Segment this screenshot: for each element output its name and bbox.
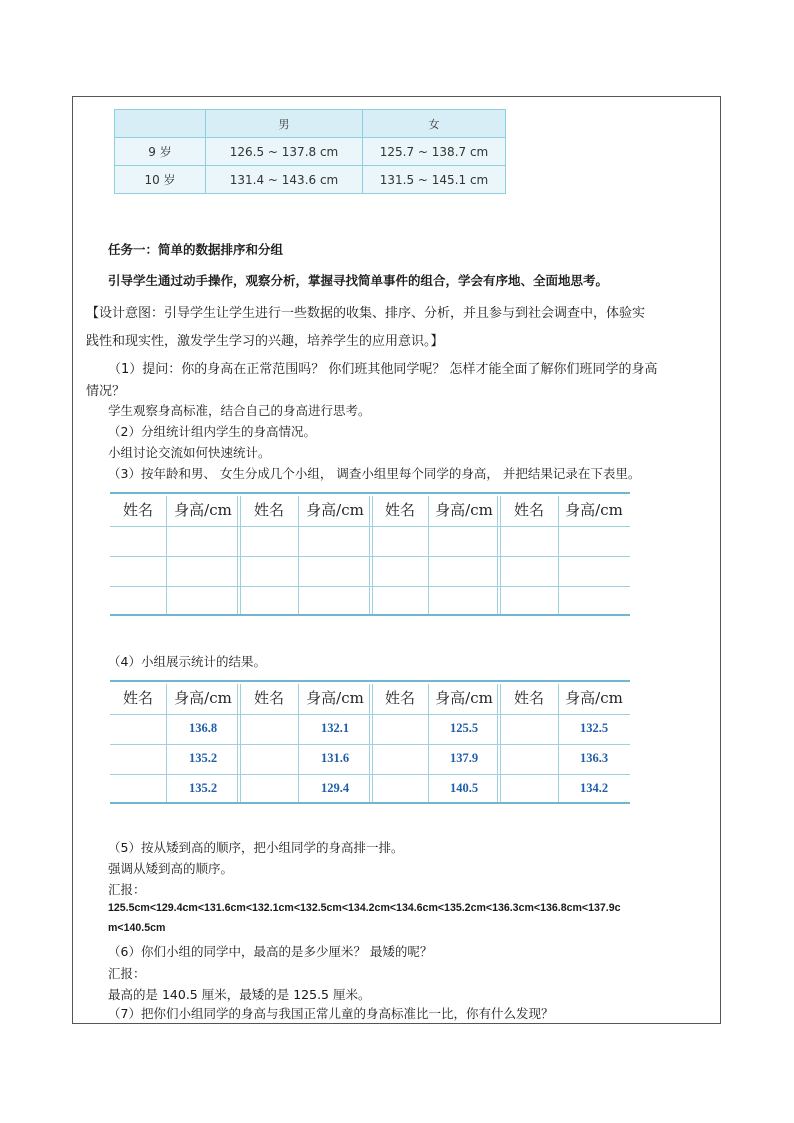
grid-header-cell: 身高/cm [174,501,232,519]
grid-header-cell: 姓名 [513,689,544,707]
grid-header-cell: 身高/cm [565,501,623,519]
grid-row-line [110,744,630,745]
empty-record-table [110,492,630,616]
question-6: （6）你们小组的同学中，最高的是多少厘米？ 最矮的呢？ [108,944,433,959]
grid-header-cell: 姓名 [253,501,284,519]
sorted-heights-line2: m<140.5cm [108,922,166,934]
observe-text: 学生观察身高标准，结合自己的身高进行思考。 [108,403,371,418]
grid-header-cell: 身高/cm [435,501,493,519]
grid-header-cell: 身高/cm [306,501,364,519]
height-value: 135.2 [188,781,218,795]
grid-header-cell: 身高/cm [306,689,364,707]
height-value: 140.5 [449,781,479,795]
height-value: 125.5 [449,721,479,735]
grid-header-cell: 身高/cm [565,689,623,707]
question-4: （4）小组展示统计的结果。 [108,654,266,669]
table-cell: 131.4 ~ 143.6 cm [206,166,363,194]
report-label-1: 汇报： [108,882,146,897]
height-value: 136.8 [188,721,218,735]
grid-header-cell: 姓名 [122,689,153,707]
question-1-line2: 情况？ [86,384,126,399]
table-row [115,138,506,166]
grid-header-cell: 姓名 [384,689,415,707]
height-value: 132.1 [320,721,350,735]
table-header-cell [115,110,206,138]
grid-header-cell: 姓名 [384,501,415,519]
grid-top-border [110,680,630,682]
height-value: 135.2 [188,751,218,765]
table-cell: 9 岁 [115,138,206,166]
discuss-text: 小组讨论交流如何快速统计。 [108,445,271,460]
table-row [115,166,506,194]
grid-header-cell: 身高/cm [174,689,232,707]
grid-bottom-border [110,802,630,804]
height-value: 134.2 [579,781,609,795]
sorted-heights-line1: 125.5cm<129.4cm<131.6cm<132.1cm<132.5cm<134.2cm<134.6cm<135.2cm<136.3cm<136.8cm<137.9c [108,902,621,914]
table-cell: 131.5 ~ 145.1 cm [363,166,506,194]
question-7: （7）把你们小组同学的身高与我国正常儿童的身高标准比一比，你有什么发现？ [108,1006,554,1021]
grid-row-line [110,586,630,587]
guide-text: 引导学生通过动手操作，观察分析，掌握寻找简单事件的组合，学会有序地、全面地思考。 [108,273,609,288]
table-cell: 125.7 ~ 138.7 cm [363,138,506,166]
grid-header-cell: 姓名 [122,501,153,519]
results-record-table [110,680,630,804]
question-3: （3）按年龄和男、 女生分成几个小组， 调查小组里每个同学的身高， 并把结果记录在下表里。 [108,466,641,481]
grid-top-border [110,492,630,494]
grid-row-line [110,774,630,775]
grid-bottom-border [110,614,630,616]
grid-row-line [110,714,630,715]
height-value: 131.6 [320,751,350,765]
answer-6: 最高的是 140.5 厘米，最矮的是 125.5 厘米。 [108,987,371,1002]
table-cell: 10 岁 [115,166,206,194]
report-label-2: 汇报： [108,966,146,981]
height-value: 136.3 [579,751,609,765]
design-intent-line1: 【设计意图：引导学生让学生进行一些数据的收集、排序、分析，并且参与到社会调查中，体验实 [86,306,646,321]
height-standard-table [114,109,506,194]
height-value: 129.4 [320,781,350,795]
table-cell: 126.5 ~ 137.8 cm [206,138,363,166]
design-intent-line2: 践性和现实性，激发学生学习的兴趣，培养学生的应用意识。】 [86,334,444,349]
question-5: （5）按从矮到高的顺序，把小组同学的身高排一排。 [108,840,404,855]
table-header-row [115,110,506,138]
question-1-line1: （1）提问：你的身高在正常范围吗？ 你们班其他同学呢？ 怎样才能全面了解你们班同学的身高 [108,362,658,377]
grid-header-cell: 身高/cm [435,689,493,707]
table-header-cell: 女 [363,110,506,138]
grid-header-cell: 姓名 [513,501,544,519]
height-value: 137.9 [449,751,479,765]
grid-header-cell: 姓名 [253,689,284,707]
height-value: 132.5 [579,721,609,735]
table-header-cell: 男 [206,110,363,138]
grid-row-line [110,526,630,527]
grid-row-line [110,556,630,557]
emphasis-text: 强调从矮到高的顺序。 [108,861,234,876]
question-2: （2）分组统计组内学生的身高情况。 [108,424,316,439]
task1-title: 任务一：简单的数据排序和分组 [108,242,284,257]
